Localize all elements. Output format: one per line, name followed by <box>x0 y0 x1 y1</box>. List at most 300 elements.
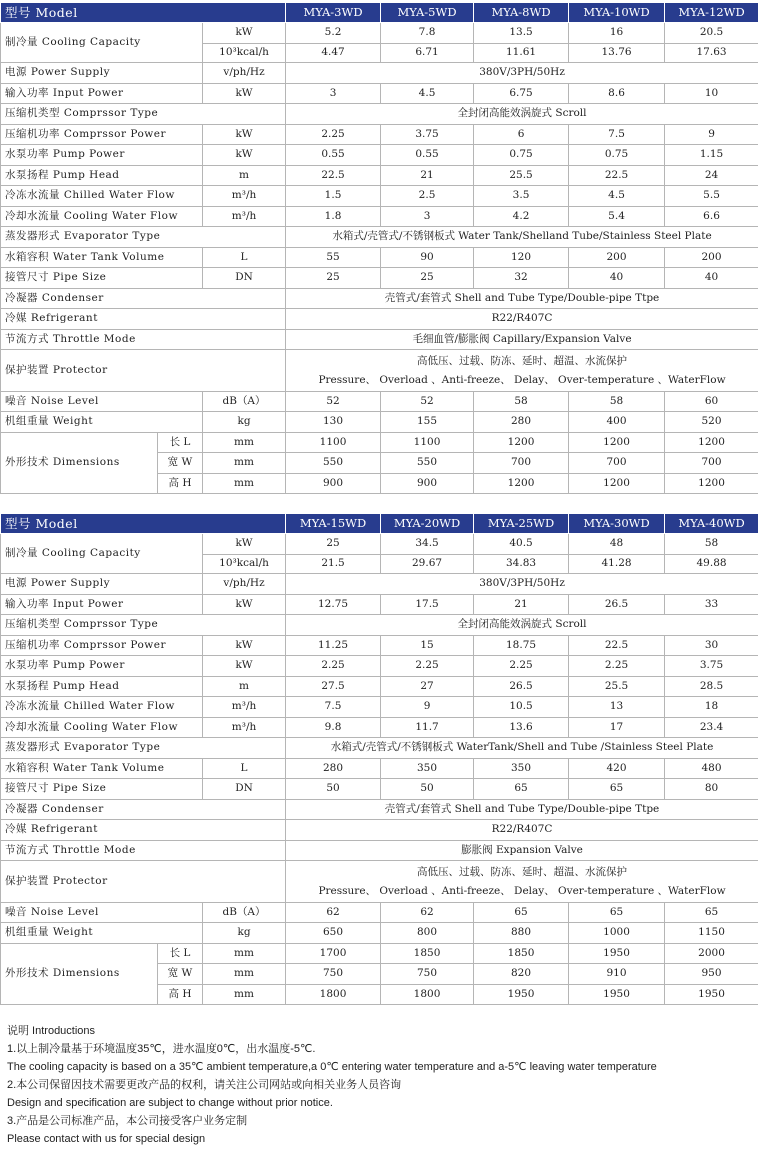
value-cell: 55 <box>286 248 381 268</box>
model-name: MYA-15WD <box>286 514 381 534</box>
unit-cell: kW <box>203 125 286 145</box>
protector-cn: 高低压、过载、防冻、延时、超温、水流保护 <box>417 354 628 367</box>
row-label: 冷媒 Refrigerant <box>1 820 286 841</box>
table-row <box>1 923 758 944</box>
table-row <box>1 433 758 453</box>
value-cell: 380V/3PH/50Hz <box>286 63 758 84</box>
value-cell: 280 <box>286 759 381 779</box>
value-cell: 2.25 <box>474 656 569 677</box>
table-row <box>1 289 758 309</box>
value-cell: 65 <box>569 779 665 800</box>
row-label: 外形技术 Dimensions <box>1 944 158 1005</box>
value-cell: 800 <box>381 923 474 944</box>
table-row <box>1 145 758 166</box>
unit-cell: kW <box>203 84 286 104</box>
value-cell: 2.25 <box>286 125 381 145</box>
table-row <box>1 207 758 227</box>
note-line: 1.以上制冷量基于环境温度35℃，进水温度0℃，出水温度-5℃. <box>7 1043 316 1055</box>
value-cell: 1.15 <box>665 145 758 166</box>
table-row <box>1 636 758 656</box>
row-label: 电源 Power Supply <box>1 574 203 595</box>
value-cell: 22.5 <box>286 166 381 186</box>
row-label: 压缩机功率 Comprssor Power <box>1 636 203 656</box>
protector-en: Pressure、 Overload 、Anti-freeze、 Delay、 Over-temperature 、WaterFlow <box>318 884 726 897</box>
table-row <box>1 186 758 207</box>
value-cell: 1850 <box>381 944 474 964</box>
value-cell: 350 <box>381 759 474 779</box>
dim-label: 高 H <box>158 985 203 1005</box>
value-cell: 3.75 <box>381 125 474 145</box>
unit-cell: kW <box>203 534 286 555</box>
value-cell: 6.71 <box>381 44 474 63</box>
value-cell: 280 <box>474 412 569 433</box>
unit-cell: kW <box>203 656 286 677</box>
value-cell: 13.76 <box>569 44 665 63</box>
table-row <box>1 861 758 903</box>
value-cell: 1200 <box>569 474 665 494</box>
value-cell: 650 <box>286 923 381 944</box>
value-cell: 1.5 <box>286 186 381 207</box>
unit-cell: L <box>203 248 286 268</box>
table-row <box>1 677 758 697</box>
model-name: MYA-10WD <box>569 3 665 23</box>
unit-cell: m <box>203 677 286 697</box>
value-cell: 1950 <box>569 944 665 964</box>
row-label: 水泵扬程 Pump Head <box>1 677 203 697</box>
value-cell: 41.28 <box>569 555 665 574</box>
value-cell: 全封闭高能效涡旋式 Scroll <box>286 104 758 125</box>
model-name: MYA-3WD <box>286 3 381 23</box>
value-cell: 49.88 <box>665 555 758 574</box>
value-cell: 27 <box>381 677 474 697</box>
unit-cell: DN <box>203 779 286 800</box>
value-cell: 6.6 <box>665 207 758 227</box>
table-row <box>1 309 758 330</box>
value-cell: R22/R407C <box>286 820 758 841</box>
value-cell: 58 <box>569 392 665 412</box>
unit-cell: v/ph/Hz <box>203 63 286 84</box>
table-row <box>1 268 758 289</box>
value-cell: 34.5 <box>381 534 474 555</box>
value-cell: 820 <box>474 964 569 985</box>
value-cell: 3 <box>381 207 474 227</box>
model-name: MYA-40WD <box>665 514 758 534</box>
value-cell: 155 <box>381 412 474 433</box>
value-cell: 950 <box>665 964 758 985</box>
table-row <box>1 779 758 800</box>
value-cell: 1200 <box>569 433 665 453</box>
value-cell: 48 <box>569 534 665 555</box>
value-cell: 40 <box>665 268 758 289</box>
table-row <box>1 656 758 677</box>
row-label: 水泵功率 Pump Power <box>1 145 203 166</box>
table-row <box>1 718 758 738</box>
note-line: Please contact with us for special design <box>7 1133 206 1145</box>
value-cell: 22.5 <box>569 636 665 656</box>
row-label: 蒸发器形式 Evaporator Type <box>1 227 286 248</box>
table-row <box>1 697 758 718</box>
value-cell: 5.4 <box>569 207 665 227</box>
table-row <box>1 392 758 412</box>
value-cell: 380V/3PH/50Hz <box>286 574 758 595</box>
row-label: 制冷量 Cooling Capacity <box>1 23 203 63</box>
value-cell: 29.67 <box>381 555 474 574</box>
value-cell: 13.6 <box>474 718 569 738</box>
row-label: 压缩机类型 Comprssor Type <box>1 615 286 636</box>
value-cell: 33 <box>665 595 758 615</box>
value-cell: 1950 <box>474 985 569 1005</box>
value-cell: 550 <box>381 453 474 474</box>
model-name: MYA-25WD <box>474 514 569 534</box>
row-label: 输入功率 Input Power <box>1 84 203 104</box>
value-cell: 12.75 <box>286 595 381 615</box>
row-label: 制冷量 Cooling Capacity <box>1 534 203 574</box>
value-cell: 18.75 <box>474 636 569 656</box>
protector-cn: 高低压、过载、防冻、延时、超温、水流保护 <box>417 865 628 878</box>
unit-cell: kg <box>203 923 286 944</box>
table-row <box>1 615 758 636</box>
value-cell: 26.5 <box>569 595 665 615</box>
row-label: 冷冻水流量 Chilled Water Flow <box>1 186 203 207</box>
value-cell: 23.4 <box>665 718 758 738</box>
table-row <box>1 330 758 350</box>
table-row <box>1 412 758 433</box>
value-cell: 400 <box>569 412 665 433</box>
row-label: 机组重量 Weight <box>1 412 203 433</box>
protector-cell <box>286 350 758 392</box>
value-cell: 1200 <box>474 474 569 494</box>
value-cell: 4.5 <box>569 186 665 207</box>
row-label: 水泵功率 Pump Power <box>1 656 203 677</box>
unit-cell: mm <box>203 453 286 474</box>
value-cell: 11.61 <box>474 44 569 63</box>
dim-label: 长 L <box>158 944 203 964</box>
value-cell: 700 <box>665 453 758 474</box>
value-cell: 13.5 <box>474 23 569 44</box>
value-cell: 1000 <box>569 923 665 944</box>
row-label: 噪音 Noise Level <box>1 392 203 412</box>
notes-title: 说明 Introductions <box>7 1025 96 1037</box>
row-label: 水箱容积 Water Tank Volume <box>1 759 203 779</box>
table-row <box>1 166 758 186</box>
unit-cell: mm <box>203 944 286 964</box>
dim-label: 高 H <box>158 474 203 494</box>
model-label: 型号 Model <box>1 514 286 534</box>
value-cell: 4.5 <box>381 84 474 104</box>
model-name: MYA-8WD <box>474 3 569 23</box>
value-cell: 4.2 <box>474 207 569 227</box>
row-label: 节流方式 Throttle Mode <box>1 841 286 861</box>
value-cell: 62 <box>286 903 381 923</box>
notes-section <box>7 1022 757 1148</box>
row-label: 冷媒 Refrigerant <box>1 309 286 330</box>
value-cell: 30 <box>665 636 758 656</box>
value-cell: 1150 <box>665 923 758 944</box>
value-cell: 58 <box>474 392 569 412</box>
table-row <box>1 903 758 923</box>
value-cell: 40 <box>569 268 665 289</box>
row-label: 噪音 Noise Level <box>1 903 203 923</box>
value-cell: 32 <box>474 268 569 289</box>
value-cell: 420 <box>569 759 665 779</box>
value-cell: 7.5 <box>569 125 665 145</box>
value-cell: 1200 <box>665 433 758 453</box>
row-label: 冷却水流量 Cooling Water Flow <box>1 718 203 738</box>
value-cell: 1100 <box>381 433 474 453</box>
value-cell: 900 <box>286 474 381 494</box>
table-row <box>1 23 758 44</box>
value-cell: 1800 <box>381 985 474 1005</box>
row-label: 蒸发器形式 Evaporator Type <box>1 738 286 759</box>
unit-cell: kW <box>203 145 286 166</box>
value-cell: 25 <box>286 534 381 555</box>
unit-cell: kW <box>203 636 286 656</box>
value-cell: 2.25 <box>286 656 381 677</box>
value-cell: 2.25 <box>381 656 474 677</box>
value-cell: 13 <box>569 697 665 718</box>
value-cell: 50 <box>381 779 474 800</box>
unit-cell: dB（A） <box>203 392 286 412</box>
row-label: 电源 Power Supply <box>1 63 203 84</box>
value-cell: 5.5 <box>665 186 758 207</box>
value-cell: 3.75 <box>665 656 758 677</box>
unit-cell: kW <box>203 23 286 44</box>
unit-cell: m <box>203 166 286 186</box>
note-line: The cooling capacity is based on a 35℃ ambient temperature,a 0℃ entering water temperature and a-5℃ leaving water temperature <box>7 1061 657 1073</box>
value-cell: 880 <box>474 923 569 944</box>
unit-cell: 10³kcal/h <box>203 44 286 63</box>
row-label: 冷凝器 Condenser <box>1 289 286 309</box>
value-cell: 6.75 <box>474 84 569 104</box>
value-cell: 3 <box>286 84 381 104</box>
value-cell: 480 <box>665 759 758 779</box>
value-cell: 520 <box>665 412 758 433</box>
unit-cell: DN <box>203 268 286 289</box>
unit-cell: mm <box>203 433 286 453</box>
value-cell: 34.83 <box>474 555 569 574</box>
value-cell: 4.47 <box>286 44 381 63</box>
protector-cell <box>286 861 758 903</box>
value-cell: 65 <box>569 903 665 923</box>
value-cell: 1950 <box>569 985 665 1005</box>
value-cell: 900 <box>381 474 474 494</box>
table-header-row <box>1 3 758 23</box>
value-cell: 2000 <box>665 944 758 964</box>
value-cell: 1850 <box>474 944 569 964</box>
row-label: 机组重量 Weight <box>1 923 203 944</box>
unit-cell: kg <box>203 412 286 433</box>
table-header-row <box>1 514 758 534</box>
value-cell: 0.75 <box>474 145 569 166</box>
table-row <box>1 350 758 392</box>
unit-cell: 10³kcal/h <box>203 555 286 574</box>
value-cell: 9 <box>381 697 474 718</box>
unit-cell: v/ph/Hz <box>203 574 286 595</box>
value-cell: 全封闭高能效涡旋式 Scroll <box>286 615 758 636</box>
value-cell: 壳管式/套管式 Shell and Tube Type/Double-pipe Ttpe <box>286 289 758 309</box>
value-cell: 1700 <box>286 944 381 964</box>
value-cell: 0.55 <box>381 145 474 166</box>
unit-cell: m³/h <box>203 697 286 718</box>
table-row <box>1 738 758 759</box>
table-row <box>1 944 758 964</box>
value-cell: 350 <box>474 759 569 779</box>
value-cell: 550 <box>286 453 381 474</box>
value-cell: 910 <box>569 964 665 985</box>
value-cell: 65 <box>474 779 569 800</box>
table-row <box>1 227 758 248</box>
value-cell: 28.5 <box>665 677 758 697</box>
model-label: 型号 Model <box>1 3 286 23</box>
table-row <box>1 84 758 104</box>
value-cell: 11.7 <box>381 718 474 738</box>
table-row <box>1 125 758 145</box>
row-label: 保护装置 Protector <box>1 350 286 392</box>
table-row <box>1 820 758 841</box>
value-cell: 25.5 <box>569 677 665 697</box>
value-cell: 16 <box>569 23 665 44</box>
unit-cell: L <box>203 759 286 779</box>
value-cell: 50 <box>286 779 381 800</box>
value-cell: 52 <box>286 392 381 412</box>
model-name: MYA-30WD <box>569 514 665 534</box>
value-cell: 65 <box>474 903 569 923</box>
row-label: 冷凝器 Condenser <box>1 800 286 820</box>
note-line: 3.产品是公司标准产品，本公司接受客户业务定制 <box>7 1115 248 1127</box>
spec-table-2 <box>0 513 758 1005</box>
value-cell: 65 <box>665 903 758 923</box>
unit-cell: kW <box>203 595 286 615</box>
value-cell: 11.25 <box>286 636 381 656</box>
value-cell: 60 <box>665 392 758 412</box>
note-line: 2.本公司保留因技术需要更改产品的权利，请关注公司网站或向相关业务人员咨询 <box>7 1079 402 1091</box>
value-cell: 20.5 <box>665 23 758 44</box>
unit-cell: m³/h <box>203 207 286 227</box>
value-cell: 0.55 <box>286 145 381 166</box>
value-cell: 7.5 <box>286 697 381 718</box>
value-cell: 24 <box>665 166 758 186</box>
value-cell: 750 <box>286 964 381 985</box>
value-cell: 17 <box>569 718 665 738</box>
value-cell: 0.75 <box>569 145 665 166</box>
value-cell: 18 <box>665 697 758 718</box>
dim-label: 长 L <box>158 433 203 453</box>
value-cell: 130 <box>286 412 381 433</box>
table-row <box>1 248 758 268</box>
dim-label: 宽 W <box>158 453 203 474</box>
unit-cell: mm <box>203 985 286 1005</box>
value-cell: 200 <box>569 248 665 268</box>
value-cell: 200 <box>665 248 758 268</box>
spec-table-1 <box>0 2 758 494</box>
value-cell: 7.8 <box>381 23 474 44</box>
unit-cell: m³/h <box>203 718 286 738</box>
value-cell: 壳管式/套管式 Shell and Tube Type/Double-pipe Ttpe <box>286 800 758 820</box>
value-cell: 1800 <box>286 985 381 1005</box>
value-cell: 25 <box>286 268 381 289</box>
table-row <box>1 595 758 615</box>
row-label: 水箱容积 Water Tank Volume <box>1 248 203 268</box>
value-cell: 21 <box>381 166 474 186</box>
value-cell: 700 <box>474 453 569 474</box>
value-cell: 80 <box>665 779 758 800</box>
value-cell: 1.8 <box>286 207 381 227</box>
model-name: MYA-12WD <box>665 3 758 23</box>
value-cell: 9 <box>665 125 758 145</box>
value-cell: 22.5 <box>569 166 665 186</box>
table-row <box>1 104 758 125</box>
value-cell: 10 <box>665 84 758 104</box>
row-label: 压缩机功率 Comprssor Power <box>1 125 203 145</box>
value-cell: 2.5 <box>381 186 474 207</box>
value-cell: 1100 <box>286 433 381 453</box>
value-cell: 15 <box>381 636 474 656</box>
value-cell: 52 <box>381 392 474 412</box>
row-label: 接管尺寸 Pipe Size <box>1 268 203 289</box>
value-cell: 2.25 <box>569 656 665 677</box>
table-row <box>1 841 758 861</box>
unit-cell: dB（A） <box>203 903 286 923</box>
note-line: Design and specification are subject to change without prior notice. <box>7 1097 333 1109</box>
row-label: 输入功率 Input Power <box>1 595 203 615</box>
row-label: 外形技术 Dimensions <box>1 433 158 494</box>
value-cell: 17.63 <box>665 44 758 63</box>
unit-cell: mm <box>203 474 286 494</box>
dim-label: 宽 W <box>158 964 203 985</box>
row-label: 冷冻水流量 Chilled Water Flow <box>1 697 203 718</box>
value-cell: 水箱式/壳管式/不锈钢板式 Water Tank/Shelland Tube/Stainless Steel Plate <box>286 227 758 248</box>
value-cell: 27.5 <box>286 677 381 697</box>
table-row <box>1 63 758 84</box>
model-name: MYA-5WD <box>381 3 474 23</box>
value-cell: 3.5 <box>474 186 569 207</box>
row-label: 保护装置 Protector <box>1 861 286 903</box>
value-cell: 58 <box>665 534 758 555</box>
value-cell: 62 <box>381 903 474 923</box>
row-label: 冷却水流量 Cooling Water Flow <box>1 207 203 227</box>
value-cell: 5.2 <box>286 23 381 44</box>
row-label: 节流方式 Throttle Mode <box>1 330 286 350</box>
value-cell: 6 <box>474 125 569 145</box>
protector-en: Pressure、 Overload 、Anti-freeze、 Delay、 Over-temperature 、WaterFlow <box>318 373 726 386</box>
unit-cell: mm <box>203 964 286 985</box>
value-cell: 40.5 <box>474 534 569 555</box>
row-label: 接管尺寸 Pipe Size <box>1 779 203 800</box>
value-cell: 1950 <box>665 985 758 1005</box>
value-cell: 水箱式/壳管式/不锈钢板式 WaterTank/Shell and Tube /Stainless Steel Plate <box>286 738 758 759</box>
value-cell: 9.8 <box>286 718 381 738</box>
value-cell: R22/R407C <box>286 309 758 330</box>
table-row <box>1 759 758 779</box>
value-cell: 25 <box>381 268 474 289</box>
value-cell: 毛细血管/膨胀阀 Capillary/Expansion Valve <box>286 330 758 350</box>
value-cell: 21.5 <box>286 555 381 574</box>
value-cell: 21 <box>474 595 569 615</box>
value-cell: 700 <box>569 453 665 474</box>
table-row <box>1 534 758 555</box>
model-name: MYA-20WD <box>381 514 474 534</box>
value-cell: 25.5 <box>474 166 569 186</box>
value-cell: 1200 <box>665 474 758 494</box>
value-cell: 26.5 <box>474 677 569 697</box>
unit-cell: m³/h <box>203 186 286 207</box>
value-cell: 120 <box>474 248 569 268</box>
value-cell: 1200 <box>474 433 569 453</box>
value-cell: 90 <box>381 248 474 268</box>
row-label: 水泵扬程 Pump Head <box>1 166 203 186</box>
row-label: 压缩机类型 Comprssor Type <box>1 104 286 125</box>
table-row <box>1 574 758 595</box>
